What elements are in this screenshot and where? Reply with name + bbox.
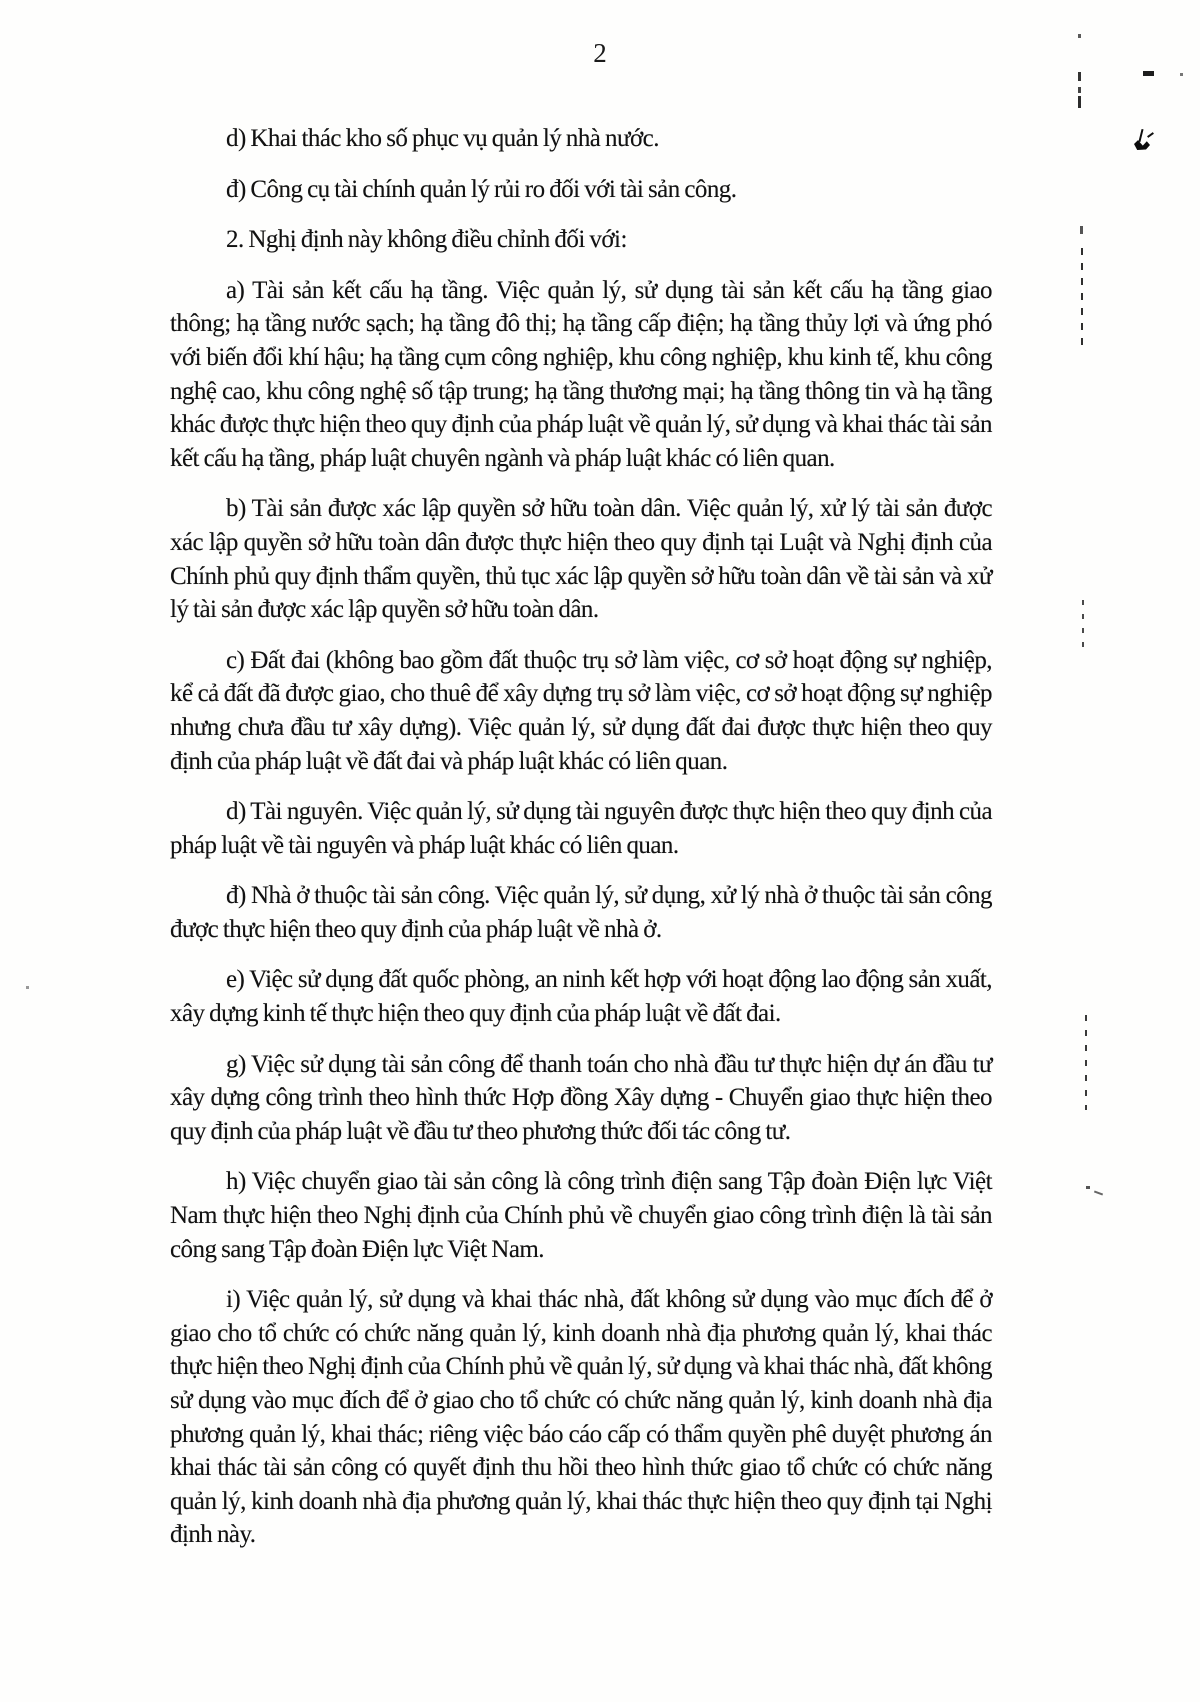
paragraph-point-h: h) Việc chuyển giao tài sản công là công trình điện sang Tập đoàn Điện lực Việt Nam thực hiện theo Nghị định của Chính phủ về chuyển giao công trình điện là tài sản công sang Tập đoàn Điện lực Việt Nam. xyxy=(170,1168,992,1263)
paragraph-point-c: c) Đất đai (không bao gồm đất thuộc trụ sở làm việc, cơ sở hoạt động sự nghiệp, kể cả đất đã được giao, cho thuê để xây dựng trụ sở làm việc, cơ sở hoạt động sự nghiệp nhưng chưa đầu tư xây dựng). Việc quản lý, sử dụng đất đai được thực hiện theo quy định của pháp luật về đất đai và pháp luật khác có liên quan. xyxy=(170,646,992,775)
scan-dash-icon xyxy=(1078,96,1081,108)
paragraph-point-e: e) Việc sử dụng đất quốc phòng, an ninh kết hợp với hoạt động lao động sản xuất, xây dựng kinh tế thực hiện theo quy định của pháp luật về đất đai. xyxy=(170,966,992,1028)
scan-dash-icon xyxy=(1080,226,1083,234)
scan-speck-icon xyxy=(1078,34,1081,38)
scan-fold-line-icon xyxy=(1081,248,1083,348)
scan-fold-line-icon xyxy=(1082,600,1084,655)
paragraph-point-d: d) Tài nguyên. Việc quản lý, sử dụng tài nguyên được thực hiện theo quy định của pháp luật về tài nguyên và pháp luật khác có liên quan. xyxy=(170,798,992,859)
paragraph-point-dd: đ) Nhà ở thuộc tài sản công. Việc quản lý, sử dụng, xử lý nhà ở thuộc tài sản công được thực hiện theo quy định của pháp luật về nhà ở. xyxy=(170,882,992,943)
paragraph-clause-2-intro: 2. Nghị định này không điều chỉnh đối với: xyxy=(226,226,627,254)
handwritten-check-mark-icon xyxy=(1147,132,1154,138)
scan-dash-icon xyxy=(1078,87,1081,93)
paragraph-point-g: g) Việc sử dụng tài sản công để thanh toán cho nhà đầu tư thực hiện dự án đầu tư xây dựng công trình theo hình thức Hợp đồng Xây dựng - Chuyển giao thực hiện theo quy định của pháp luật về đầu tư theo phương thức đối tác công tư. xyxy=(170,1050,992,1145)
paragraph-point-i: i) Việc quản lý, sử dụng và khai thác nhà, đất không sử dụng vào mục đích để ở giao cho tổ chức có chức năng quản lý, kinh doanh nhà địa phương quản lý, khai thác thực hiện theo Nghị định của Chính phủ về quản lý, sử dụng và khai thác nhà, đất không sử dụng vào mục đích để ở giao cho tổ chức có chức năng quản lý, kinh doanh nhà địa phương quản lý, khai thác; riêng việc báo cáo cấp có thẩm quyền phê duyệt phương án khai thác tài sản công có quyết định thu hồi theo hình thức giao tổ chức có chức năng quản lý, kinh doanh nhà địa phương quản lý, khai thác thực hiện theo quy định tại Nghị định này. xyxy=(170,1286,992,1549)
scan-dash-icon xyxy=(1078,72,1081,81)
paragraph-point-a: a) Tài sản kết cấu hạ tầng. Việc quản lý, sử dụng tài sản kết cấu hạ tầng giao thông; hạ tầng nước sạch; hạ tầng đô thị; hạ tầng cấp điện; hạ tầng thủy lợi và ứng phó với biến đổi khí hậu; hạ tầng cụm công nghiệp, khu công nghiệp, khu kinh tế, khu công nghệ cao, khu công nghệ số tập trung; hạ tầng thương mại; hạ tầng thông tin và hạ tầng khác được thực hiện theo quy định của pháp luật về quản lý, sử dụng và khai thác tài sản kết cấu hạ tầng, pháp luật chuyên ngành và pháp luật khác có liên quan. xyxy=(170,276,992,472)
scan-fold-line-icon xyxy=(1085,1015,1087,1110)
handwritten-check-mark-icon xyxy=(1138,129,1143,142)
scan-speck-icon xyxy=(1180,73,1183,76)
scan-speck-icon xyxy=(1094,1191,1103,1196)
handwritten-check-mark-icon xyxy=(1134,139,1150,150)
document-body xyxy=(170,122,992,1569)
scan-dash-icon xyxy=(1143,71,1154,76)
scan-speck-icon xyxy=(26,986,29,989)
scan-speck-icon xyxy=(1086,1186,1090,1189)
paragraph-point-d-upper: d) Khai thác kho số phục vụ quản lý nhà nước. xyxy=(226,125,659,152)
paragraph-point-b: b) Tài sản được xác lập quyền sở hữu toàn dân. Việc quản lý, xử lý tài sản được xác lập quyền sở hữu toàn dân được thực hiện theo quy định tại Luật và Nghị định của Chính phủ quy định thẩm quyền, thủ tục xác lập quyền sở hữu toàn dân về tài sản và xử lý tài sản được xác lập quyền sở hữu toàn dân. xyxy=(170,495,992,624)
paragraph-point-dd-upper: đ) Công cụ tài chính quản lý rủi ro đối với tài sản công. xyxy=(226,175,737,203)
page-number: 2 xyxy=(593,38,607,68)
